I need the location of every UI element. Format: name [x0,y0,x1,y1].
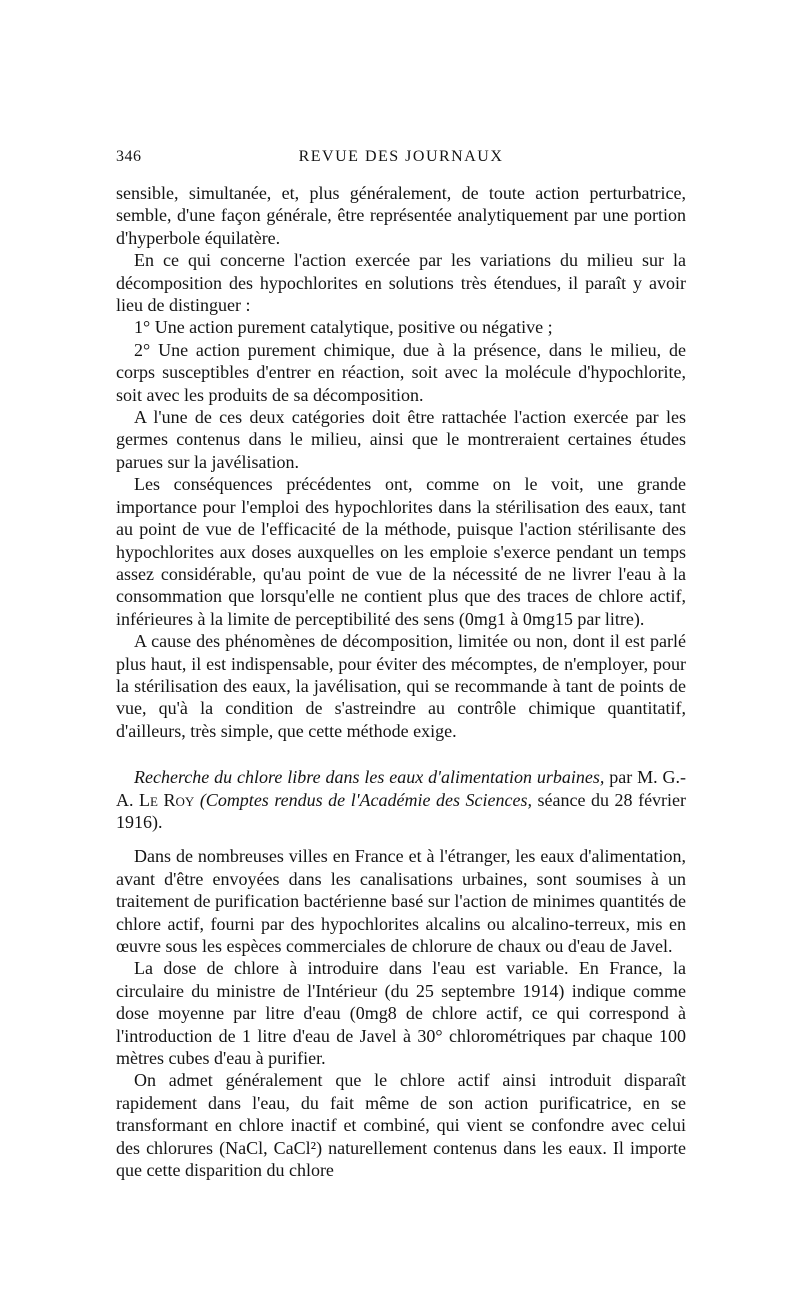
author-initials: M. G.-A. [116,767,687,810]
page-header [116,148,686,172]
paragraph: Les conséquences précédentes ont, comme on le voit, une grande importance pour l'emploi des hypochlorites dans la stérilisation des eaux, tant au point de vue de l'efficacité de la méthode, puisque l'action stérilisante des hypochlorites aux doses auxquelles on les emploie s'exerce pendant un temps assez considérable, qu'au point de vue de la nécessité de ne livrer l'eau à la consommation que lorsqu'elle ne contient plus que des traces de chlore actif, inférieures à la limite de perceptibilité des sens (0mg1 à 0mg15 par litre). [116,474,686,629]
paragraph: sensible, simultanée, et, plus généralement, de toute action perturbatrice, semble, d'une façon générale, être représentée analytiquement par une portion d'hyperbole équilatère. [116,183,686,248]
article-title: Recherche du chlore libre dans les eaux d'alimentation urbaines, [134,767,605,788]
citation-session: séance du 28 février 1916). [116,789,687,832]
citation-source: (Comptes rendus de l'Académie des Sciences, [199,789,533,810]
paragraph: La dose de chlore à introduire dans l'eau est variable. En France, la circulaire du ministre de l'Intérieur (du 25 septembre 1914) indique comme dose moyenne par litre d'eau (0mg8 de chlore actif, ce qui correspond à l'introduction de 1 litre d'eau de Javel à 30° chlorométriques par chaque 100 mètres cubes d'eau à purifier. [116,958,686,1069]
paragraph: A cause des phénomènes de décomposition, limitée ou non, dont il est parlé plus haut, il est indispensable, pour éviter des mécomptes, de n'employer, pour la stérilisation des eaux, la javélisation, qui se recommande à tant de points de vue, qu'à la condition de s'astreindre au contrôle chimique quantitatif, d'ailleurs, très simple, que cette méthode exige. [116,631,686,741]
section-gap [116,742,686,766]
article-citation [116,766,686,833]
paragraph: 1° Une action purement catalytique, positive ou négative ; [134,317,553,338]
paragraph: A l'une de ces deux catégories doit être rattachée l'action exercée par les germes contenus dans le milieu, ainsi que le montreraient certaines études parues sur la javélisation. [116,407,686,472]
body-text [116,182,686,1181]
running-title: REVUE DES JOURNAUX [298,148,504,165]
author-surname: Le Roy [139,789,195,810]
paragraph: Dans de nombreuses villes en France et à l'étranger, les eaux d'alimentation, avant d'être envoyées dans les canalisations urbaines, sont soumises à un traitement de purification bactérienne basé sur l'action de minimes quantités de chlore actif, fourni par des hypochlorites alcalins ou alcalino-terreux, mis en œuvre sous les espèces commerciales de chlorure de chaux ou d'eau de Javel. [116,846,686,956]
paragraph: En ce qui concerne l'action exercée par les variations du milieu sur la décomposition des hypochlorites en solutions très étendues, il paraît y avoir lieu de distinguer : [116,250,686,316]
paragraph: On admet généralement que le chlore actif ainsi introduit disparaît rapidement dans l'eau, du fait même de son action purificatrice, en se transformant en chlore inactif et combiné, qui vient se confondre avec celui des chlorures (NaCl, CaCl²) naturellement contenus dans les eaux. Il importe que cette disparition du chlore [116,1070,686,1181]
citation-by: par [609,767,633,788]
paragraph: 2° Une action purement chimique, due à la présence, dans le milieu, de corps susceptibles d'entrer en réaction, soit avec la molécule d'hypochlorite, soit avec les produits de sa décomposition. [116,339,686,405]
page-number: 346 [116,148,142,165]
